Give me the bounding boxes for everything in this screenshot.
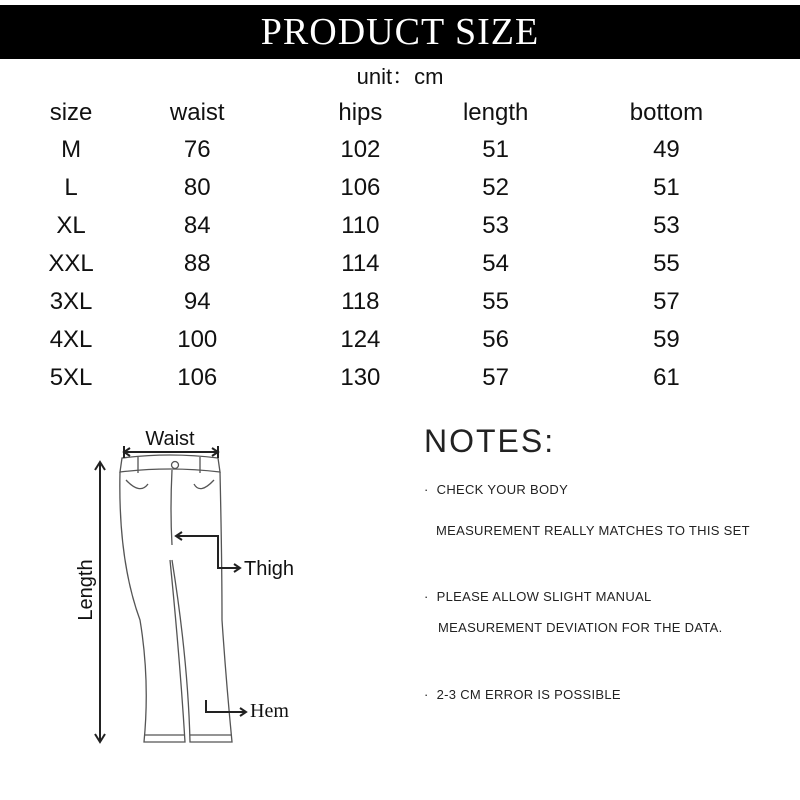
table-cell: 3XL xyxy=(49,288,93,315)
note-bullet: · xyxy=(424,687,429,702)
hem-measure-line xyxy=(206,700,246,712)
table-cell: 52 xyxy=(482,174,509,201)
note-bullet: · xyxy=(424,482,429,497)
table-row xyxy=(30,207,780,245)
note-text: PLEASE ALLOW SLIGHT MANUAL xyxy=(436,589,652,604)
table-cell: 53 xyxy=(653,212,680,239)
table-row xyxy=(30,131,780,169)
pants-left-leg xyxy=(120,472,185,742)
table-cell: 4XL xyxy=(49,326,93,353)
table-cell: 88 xyxy=(183,250,211,277)
table-cell: 114 xyxy=(341,250,380,277)
table-row xyxy=(30,283,780,321)
table-cell: XXL xyxy=(48,250,94,277)
column-header-size: size xyxy=(49,99,93,126)
table-header-row xyxy=(30,95,780,131)
length-label: Length xyxy=(75,559,97,621)
table-cell: 59 xyxy=(653,326,680,353)
note-text: 2-3 CM ERROR IS POSSIBLE xyxy=(436,687,621,702)
table-cell: 118 xyxy=(341,288,380,315)
pants-measurement-diagram xyxy=(60,415,390,765)
column-header-length: length xyxy=(462,99,529,126)
pants-button xyxy=(172,462,179,469)
table-row xyxy=(30,169,780,207)
table-cell: 84 xyxy=(183,212,211,239)
table-cell: 51 xyxy=(653,174,680,201)
table-cell: 102 xyxy=(340,136,381,163)
table-cell: 130 xyxy=(340,364,381,391)
table-cell: 49 xyxy=(653,136,680,163)
table-row xyxy=(30,321,780,359)
size-table xyxy=(30,95,780,397)
note-text: CHECK YOUR BODY xyxy=(436,482,569,497)
table-cell: 106 xyxy=(177,364,218,391)
table-cell: 80 xyxy=(183,174,211,201)
pants-pockets xyxy=(126,480,214,489)
page-title: PRODUCT SIZE xyxy=(260,11,540,53)
table-cell: 54 xyxy=(482,250,509,277)
table-cell: 76 xyxy=(183,136,211,163)
table-row xyxy=(30,359,780,397)
table-cell: 106 xyxy=(340,174,381,201)
note-item-1-continued: MEASUREMENT REALLY MATCHES TO THIS SET xyxy=(436,523,750,538)
hem-label: Hem xyxy=(250,700,289,722)
table-cell: 55 xyxy=(653,250,680,277)
table-cell: 56 xyxy=(482,326,509,353)
table-cell: 55 xyxy=(482,288,509,315)
pants-right-leg xyxy=(172,472,232,742)
column-header-bottom: bottom xyxy=(629,99,704,126)
table-cell: 5XL xyxy=(49,364,93,391)
table-cell: XL xyxy=(56,212,86,239)
pants-fly xyxy=(171,470,172,545)
table-cell: 57 xyxy=(482,364,509,391)
note-item-2-continued: MEASUREMENT DEVIATION FOR THE DATA. xyxy=(438,620,723,635)
waist-label: Waist xyxy=(145,428,195,450)
table-cell: 124 xyxy=(340,326,381,353)
table-cell: 61 xyxy=(653,364,680,391)
note-item-2 xyxy=(424,589,652,604)
column-header-hips: hips xyxy=(338,99,383,126)
thigh-measure-line xyxy=(176,536,240,568)
table-cell: 110 xyxy=(341,212,380,239)
thigh-measure-arrows xyxy=(176,532,240,572)
belt-loops xyxy=(138,457,200,473)
pants-waistband xyxy=(120,455,220,472)
note-item-3 xyxy=(424,687,621,702)
table-cell: 94 xyxy=(183,288,211,315)
note-item-1 xyxy=(424,482,568,497)
table-row xyxy=(30,245,780,283)
table-cell: 57 xyxy=(653,288,680,315)
column-header-waist: waist xyxy=(169,99,225,126)
table-cell: 53 xyxy=(482,212,509,239)
table-cell: L xyxy=(64,174,78,201)
note-bullet: · xyxy=(424,589,429,604)
thigh-label: Thigh xyxy=(244,558,295,580)
table-cell: 51 xyxy=(482,136,509,163)
table-cell: 100 xyxy=(177,326,218,353)
notes-title: NOTES: xyxy=(424,423,556,459)
table-cell: M xyxy=(61,136,82,163)
unit-label: unit：cm xyxy=(356,64,444,89)
